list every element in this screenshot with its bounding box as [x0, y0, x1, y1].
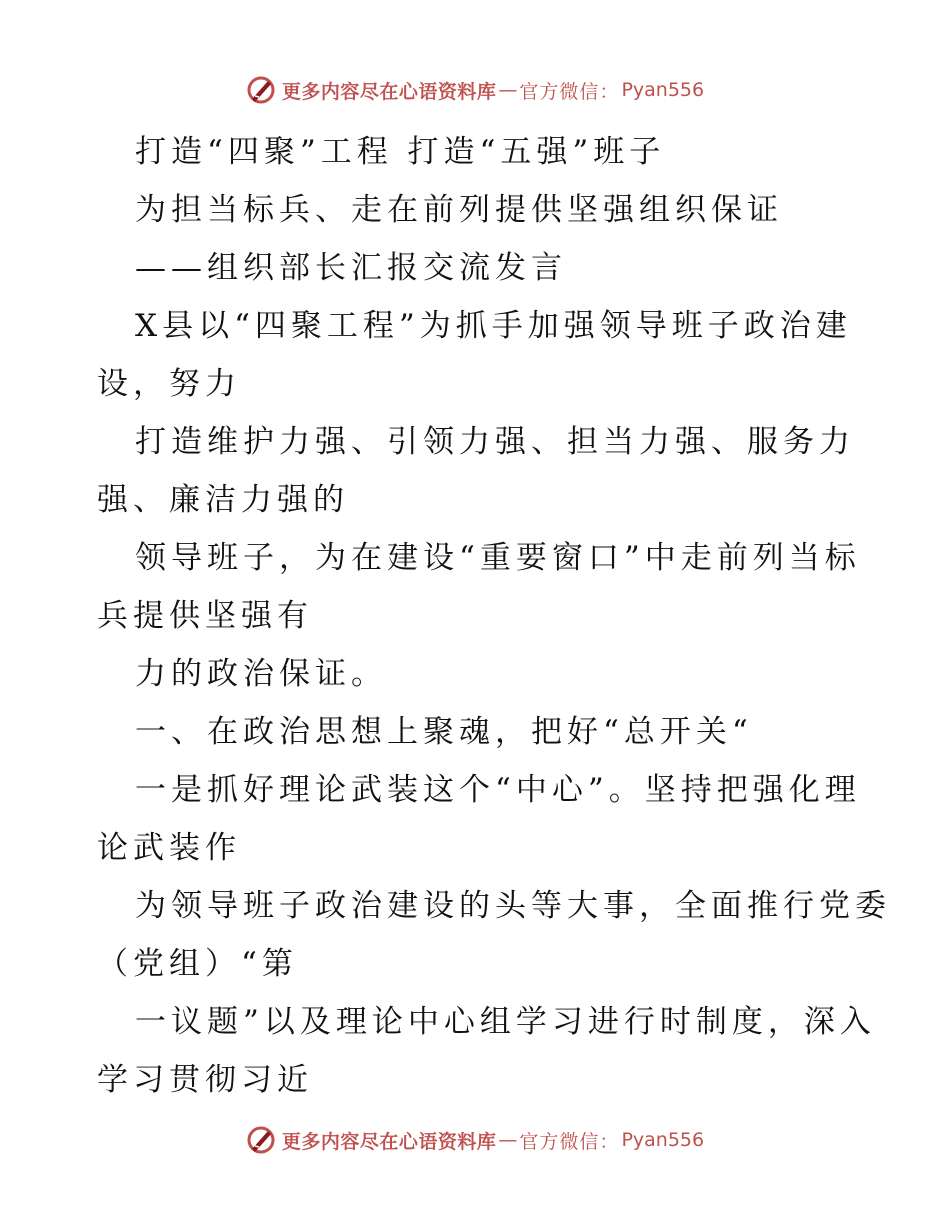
banner-wechat-label: 官方微信：: [519, 1130, 620, 1153]
feather-pen-logo-icon: [246, 75, 276, 105]
document-body: [97, 123, 891, 1109]
paragraph-line: 一是抓好理论武装这个“中心”。坚持把强化理: [135, 772, 861, 808]
paragraph-line: X县以“四聚工程”为抓手加强领导班子政治建: [135, 308, 852, 344]
banner-wechat-id: Pyan556: [621, 79, 705, 101]
footer-watermark-banner: [0, 1120, 950, 1160]
banner-wechat-label: 官方微信：: [519, 80, 620, 103]
title-line-1: 打造“四聚”工程 打造“五强”班子: [135, 134, 666, 170]
paragraph-line: 兵提供坚强有: [97, 598, 313, 634]
paragraph-line: 为领导班子政治建设的头等大事，全面推行党委: [135, 888, 891, 924]
paragraph-line: 打造维护力强、引领力强、担当力强、服务力: [135, 424, 855, 460]
title-line-3: ——组织部长汇报交流发言: [135, 250, 567, 286]
paragraph-line: （党组）“第: [97, 946, 298, 982]
paragraph-line: 力的政治保证。: [135, 656, 387, 692]
banner-main-text: 更多内容尽在心语资料库: [281, 1130, 497, 1153]
banner-main-text: 更多内容尽在心语资料库: [281, 80, 497, 103]
paragraph-line: 领导班子，为在建设“重要窗口”中走前列当标: [135, 540, 861, 576]
paragraph-line: 一议题”以及理论中心组学习进行时制度，深入: [135, 1004, 876, 1040]
paragraph-line: 强、廉洁力强的: [97, 482, 349, 518]
title-line-2: 为担当标兵、走在前列提供坚强组织保证: [135, 192, 783, 228]
paragraph-line: 设，努力: [97, 366, 241, 402]
section-heading-1: 一、在政治思想上聚魂，把好“总开关“: [135, 714, 753, 750]
banner-wechat-id: Pyan556: [621, 1129, 705, 1151]
paragraph-line: 论武装作: [97, 830, 241, 866]
banner-dash: —: [498, 79, 518, 101]
paragraph-line: 学习贯彻习近: [97, 1062, 313, 1098]
header-watermark-banner: [0, 70, 950, 110]
banner-dash: —: [498, 1129, 518, 1151]
feather-pen-logo-icon: [246, 1125, 276, 1155]
